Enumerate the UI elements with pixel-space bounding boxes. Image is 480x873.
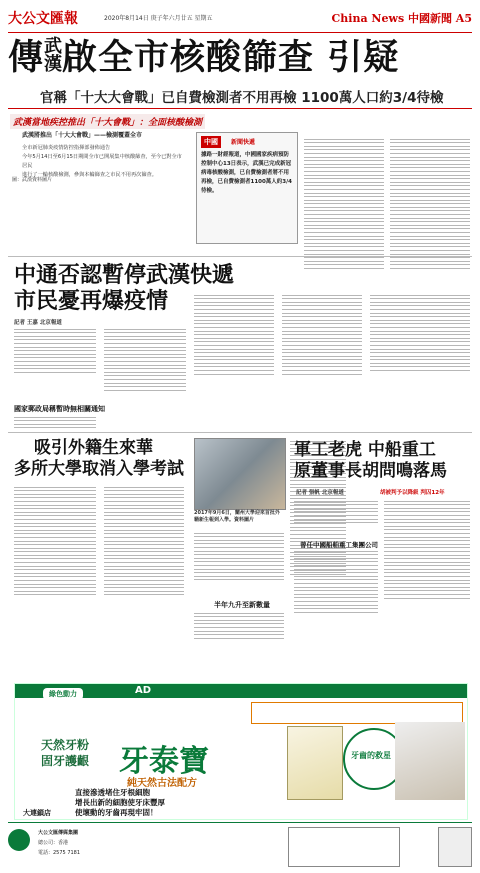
body-column (390, 136, 470, 272)
ad-hotline-box (251, 702, 463, 724)
lead-kicker: 武漢當地疾控推出「十大會戰」：全面核酸檢測 (10, 114, 205, 129)
brief-tag: 新聞快遞 (231, 139, 256, 146)
ad-bullet: 增長出新的細胞使牙床豐厚 (75, 798, 165, 807)
ad-bullet: 直接滲透堵住牙根細胞 (75, 788, 150, 797)
story3-title-2: 多所大學取消入學考試 (14, 459, 184, 479)
headline-part-3: 啟全市核酸篩查 引疑 (62, 37, 400, 78)
ad-bullet: 使壞動的牙齒再現牢固！ (75, 808, 158, 817)
body-column (384, 498, 470, 601)
footer-contact-2: 電話：2575 7181 (38, 850, 81, 856)
footer-logo-icon (8, 829, 30, 851)
body-column (14, 414, 96, 431)
footer-qr-icon (438, 827, 472, 867)
ad-bullets (75, 788, 165, 818)
body-column (304, 136, 384, 272)
lead-note: 圖：武漢資料圖片 (12, 177, 53, 183)
story3-title-1: 吸引外籍生來華 (34, 438, 153, 458)
brief-text: 據路一財經報道，中國國家疾病預防控制中心13日表示，武漢已完成新冠病毒核酸檢測，已自費檢測者將不用再檢，已自費檢測者1100萬人約3/4待檢。 (201, 152, 292, 194)
story2-subhead: 國家郵政局稱暫時無相關通知 (14, 405, 105, 413)
story3-caption: 2017年9月6日，蘭州大學迎來首批外籍新生報到入學。資料圖片 (194, 510, 280, 523)
ad-stores: 大連鎖店 (23, 809, 51, 817)
footer-box (288, 827, 400, 867)
lead-headline (8, 38, 472, 78)
ad-tagline-1: 天然牙粉 (41, 738, 90, 752)
story4-subhead: 曾任中國船舶重工集團公司 (300, 541, 378, 549)
ad-badge-label: 牙齒的救星 (351, 751, 391, 760)
body-column (194, 610, 284, 641)
story3-headline (14, 438, 184, 480)
body-column (282, 292, 362, 377)
body-column (194, 292, 274, 377)
story2-title-1: 中通否認暫停武漢快遞 (14, 262, 235, 288)
ad-logo: AD (135, 685, 152, 696)
body-column (370, 292, 470, 374)
body-column (14, 326, 96, 375)
body-column (294, 548, 378, 615)
body-column (294, 498, 378, 526)
footer-contact-1: 總公司：香港 (38, 840, 69, 846)
ad-brand: 綠色動力 (43, 688, 83, 700)
headline-part-1: 傳 (8, 37, 45, 78)
page-footer (8, 822, 472, 869)
story4-title-1: 軍工老虎 中船重工 (294, 440, 436, 460)
footer-publisher: 大公文匯傳媒集團 (38, 830, 79, 836)
story2-title-2: 市民憂再爆疫情 (14, 288, 169, 314)
body-column (14, 484, 96, 598)
lead-body (22, 144, 182, 180)
lead-subhead: 官稱「十大大會戰」已自費檢測者不用再檢 1100萬人口約3/4待檢 (40, 90, 444, 106)
ad-tagline-2: 固牙護齦 (41, 754, 90, 768)
divider (8, 432, 472, 433)
body-column (104, 326, 186, 393)
body-column (194, 530, 284, 583)
story4-date: 胡被判予以降級 判囚12年 (380, 490, 445, 496)
ad-product-name: 牙泰寶 (119, 744, 209, 779)
issue-date: 2020年8月14日 庚子年六月廿五 星期五 (104, 15, 213, 22)
news-brief-box (196, 132, 298, 244)
students-photo (194, 438, 286, 510)
headline-part-2: 武漢 (44, 36, 64, 75)
story4-title-2: 原董事長胡問鳴落馬 (294, 461, 447, 481)
lead-para-title: 武漢將推出「十大大會戰」——檢測覆蓋全市 (22, 132, 143, 139)
masthead (8, 6, 472, 33)
story4-headline (294, 440, 447, 482)
divider (8, 108, 472, 109)
story2-byline: 記者 王嘉 北京報道 (14, 320, 62, 326)
lead-para-1: 全市新冠肺炎疫情防控指揮部發佈通告 (22, 145, 111, 151)
section-label: China News 中國新聞 A5 (331, 12, 472, 25)
divider (8, 256, 472, 257)
ad-formula: 純天然古法配方 (127, 778, 197, 789)
brief-label: 中國 (201, 136, 221, 148)
body-column (104, 484, 184, 598)
lead-para-3: 進行了一輪核酸檢測，參與本輪篩查之市民不用再次篩查。 (22, 172, 157, 178)
ad-photo (395, 722, 465, 800)
story4-byline: 記者 張帆 北京報道 (296, 490, 344, 496)
story3-subhead: 半年九升至新數量 (214, 601, 270, 609)
paper-logo: 大公文匯報 (8, 11, 78, 27)
lead-para-2: 今年5月14日至6月15日期間全市已開展集中核酸篩查，至今已對全市居民 (22, 154, 182, 169)
ad-product-box (287, 726, 343, 800)
advertisement[interactable] (14, 683, 468, 820)
